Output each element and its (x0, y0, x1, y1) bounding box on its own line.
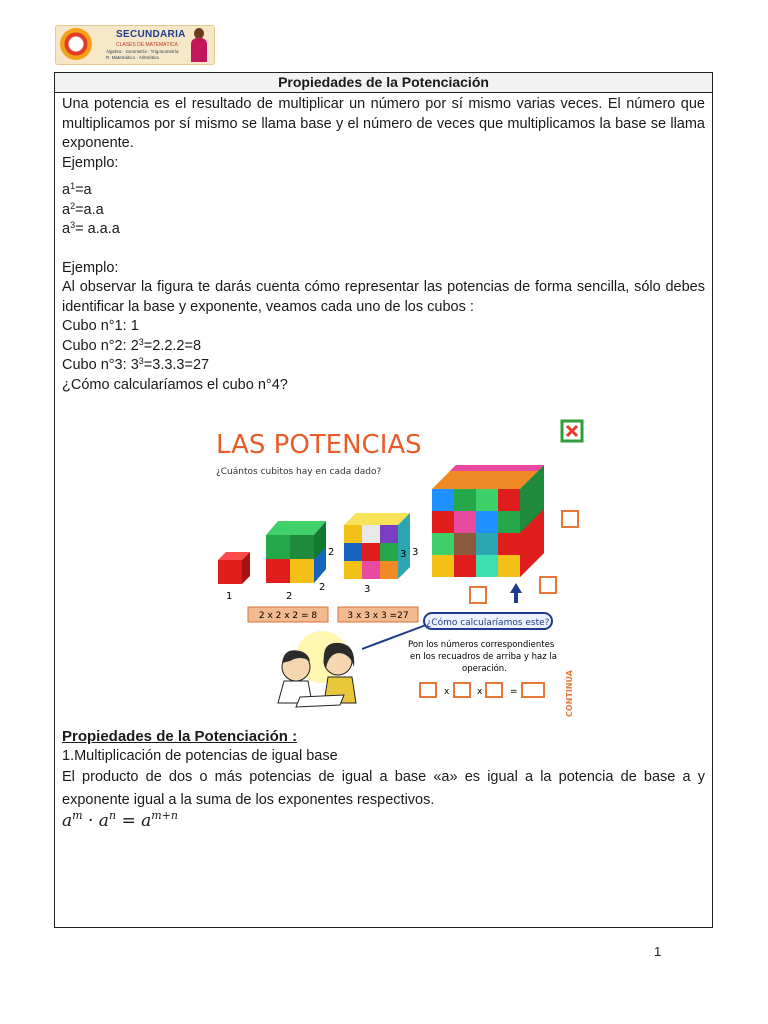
emblem-icon (60, 28, 92, 60)
example-line: $a^3= a.a.a$ (62, 220, 120, 237)
example-line: $a^1=a$ (62, 181, 92, 198)
arrow-up-icon (510, 583, 522, 603)
cube-label: 3 (400, 549, 407, 560)
times-sign: x (477, 687, 483, 697)
section-title: Propiedades de la Potenciación : (62, 728, 298, 745)
figure-title: LAS POTENCIAS (216, 430, 422, 460)
cube-question: ¿Cómo calcularíamos el cubo n°4? (62, 376, 288, 393)
answer-box-icon (486, 683, 502, 697)
cube-line: Cubo n°1: 1 (62, 318, 139, 334)
brand-subjects-2: R. Matemático · Aritmética (106, 55, 159, 60)
equals-sign: = (510, 687, 518, 697)
brand-subtitle: CLASES DE MATEMÁTICA (116, 42, 178, 48)
instruction-line: Pon los números correspondientes (408, 640, 555, 650)
example-label: Ejemplo: (62, 154, 119, 171)
speech-bubble: ¿Cómo calcularíamos este? (426, 618, 550, 628)
answer-box-icon (522, 683, 544, 697)
cube-label: 3 (412, 547, 419, 558)
cube-1 (218, 552, 250, 584)
children-studying-icon (278, 631, 356, 707)
potencias-illustration (204, 417, 584, 727)
times-sign: x (444, 687, 450, 697)
observe-paragraph: Al observar la figura te darás cuenta cómo representar las potencias de forma sencilla, sólo debes identificar la base y exponente, veamos cada uno de los cubos : (62, 279, 705, 315)
cube-label: 3 (364, 584, 371, 595)
formula-cube-2: 2 x 2 x 2 = 8 (258, 611, 318, 621)
cube-3 (344, 513, 410, 579)
cube-label: 2 (286, 591, 293, 602)
potencias-figure (204, 417, 584, 727)
teacher-icon (190, 28, 208, 62)
formula-cube-3: 3 x 3 x 3 =27 (347, 611, 409, 621)
answer-box-icon (470, 587, 486, 603)
property-text: El producto de dos o más potencias de igual a base «a» es igual a la potencia de base a y exponente igual a la suma de los exponentes respectivos. (62, 769, 705, 808)
content-table (54, 72, 713, 928)
answer-box-icon (562, 511, 578, 527)
cube-label: 2 (328, 547, 335, 558)
figure-question: ¿Cuántos cubitos hay en cada dado? (216, 467, 382, 477)
close-icon (562, 421, 582, 441)
example-line: $a^2=a.a$ (62, 200, 104, 218)
page-number: 1 (654, 944, 662, 959)
cube-4 (432, 465, 544, 577)
answer-box-icon (454, 683, 470, 697)
cube-line: Cubo n°2: $2^3=2.2.2=8$ (62, 336, 202, 354)
instruction-line: operación. (462, 664, 507, 674)
intro-paragraph: Una potencia es el resultado de multiplicar un número por sí mismo varias veces. El número que multiplicamos por sí mismo se llama base y el número de veces que multiplicamos la base se llama exponente. (62, 96, 705, 151)
doc-title: Propiedades de la Potenciación (55, 73, 712, 93)
cube-label: 2 (319, 582, 326, 593)
brand-subjects-1: Álgebra · Geometría · Trigonometría (106, 49, 179, 54)
cube-line: Cubo n°3: $3^3=3.3.3=27$ (62, 356, 210, 373)
example2-label: Ejemplo: (62, 259, 119, 276)
property-formula: $a^m \cdot a^n = a^{m+n}$ (62, 809, 178, 831)
cube-label: 1 (226, 591, 233, 602)
property-title: 1.Multiplicación de potencias de igual base (62, 747, 338, 764)
brand-name: SECUNDARIA (116, 29, 186, 40)
header-logo (55, 25, 215, 65)
instruction-line: en los recuadros de arriba y haz la (410, 652, 557, 662)
cube-2 (266, 521, 326, 583)
answer-box-icon (420, 683, 436, 697)
continue-label: CONTINÚA (565, 670, 574, 717)
answer-box-icon (540, 577, 556, 593)
